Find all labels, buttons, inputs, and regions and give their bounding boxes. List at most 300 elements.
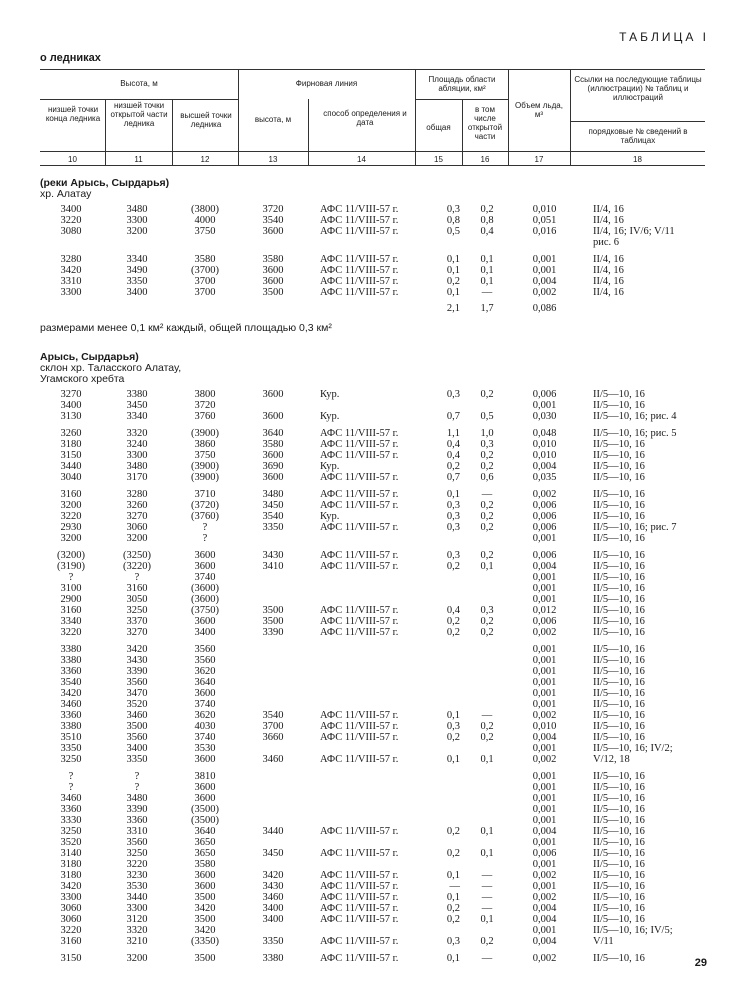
cell-col-13: 3600 (262, 450, 284, 461)
table-row (40, 389, 705, 400)
cell-col-10: 3260 (60, 428, 82, 439)
cell-col-14: АФС 11/VIII-57 г. (320, 721, 399, 732)
cell-col-10: ? (68, 771, 74, 782)
cell-col-18: II/5—10, 16 (593, 953, 645, 964)
cell-col-17: 0,004 (532, 826, 557, 837)
cell-col-12: (3900) (191, 472, 219, 483)
cell-col-16: — (481, 892, 493, 903)
table-row (40, 837, 705, 848)
table-row (40, 644, 705, 655)
cell-col-16: 0,8 (480, 215, 494, 226)
cell-col-16: 0,5 (480, 411, 494, 422)
section-1-total (40, 303, 705, 314)
cell-col-13: 3350 (262, 522, 284, 533)
cell-col-12: ? (202, 522, 208, 533)
cell-col-17: 0,001 (532, 265, 557, 276)
cell-col-12: 3740 (194, 699, 216, 710)
table-label: ТАБЛИЦА I (619, 30, 709, 44)
cell-col-16: 0,2 (480, 204, 494, 215)
cell-col-14: АФС 11/VIII-57 г. (320, 953, 399, 964)
cell-col-18: II/5—10, 16; рис. 5 (593, 428, 677, 439)
cell-col-14: АФС 11/VIII-57 г. (320, 848, 399, 859)
cell-col-15: 0,3 (446, 522, 460, 533)
cell-col-10: 2900 (60, 594, 82, 605)
cell-col-17: 0,001 (532, 666, 557, 677)
table-row (40, 605, 705, 616)
cell-col-15: 0,3 (446, 389, 460, 400)
cell-col-14: АФС 11/VIII-57 г. (320, 732, 399, 743)
cell-col-11: 3300 (126, 903, 148, 914)
table-row (40, 489, 705, 500)
cell-col-10: 3310 (60, 276, 82, 287)
cell-col-10: 3420 (60, 881, 82, 892)
cell-col-10: 3100 (60, 583, 82, 594)
cell-col-12: 4030 (194, 721, 216, 732)
cell-col-18: II/5—10, 16 (593, 400, 645, 411)
cell-col-15: 0,1 (446, 489, 460, 500)
cell-col-17: 0,030 (532, 411, 557, 422)
cell-col-17: 0,048 (532, 428, 557, 439)
cell-col-13: 3700 (262, 721, 284, 732)
table-row (40, 732, 705, 743)
cell-col-10: 3540 (60, 677, 82, 688)
table-row (40, 550, 705, 561)
cell-col-12: 3750 (194, 226, 216, 237)
cell-col-11: 3350 (126, 276, 148, 287)
cell-col-16: 0,1 (480, 754, 494, 765)
cell-col-18: II/4, 16 (593, 254, 624, 265)
cell-col-12: 3600 (194, 561, 216, 572)
table-row (40, 472, 705, 483)
cell-col-11: 3240 (126, 439, 148, 450)
cell-col-13: 3460 (262, 754, 284, 765)
cell-col-15: 0,1 (446, 754, 460, 765)
cell-col-12: 3740 (194, 732, 216, 743)
cell-col-12: 3800 (194, 389, 216, 400)
cell-col-12: 3600 (194, 881, 216, 892)
cell-col-16: 1,7 (480, 303, 494, 314)
cell-col-12: 3580 (194, 859, 216, 870)
cell-col-15: 0,5 (446, 226, 460, 237)
cell-col-10: 3420 (60, 688, 82, 699)
col-num-17: 17 (534, 155, 544, 164)
cell-col-13: 3500 (262, 605, 284, 616)
header-firn-method: способ определения и дата (323, 109, 407, 127)
cell-col-11: 3560 (126, 677, 148, 688)
cell-col-11: 3430 (126, 655, 148, 666)
cell-col-11: 3480 (126, 461, 148, 472)
cell-col-10: 3140 (60, 848, 82, 859)
cell-col-11: 3280 (126, 489, 148, 500)
table-row (40, 461, 705, 472)
header-ice-volume: Объем льда, м³ (515, 101, 563, 119)
cell-col-18: II/5—10, 16 (593, 572, 645, 583)
cell-col-11: 3200 (126, 953, 148, 964)
cell-col-13: 3390 (262, 627, 284, 638)
cell-col-12: 3750 (194, 450, 216, 461)
cell-col-16: 0,3 (480, 439, 494, 450)
cell-col-15: 0,7 (446, 472, 460, 483)
cell-col-16: 0,2 (480, 511, 494, 522)
cell-col-12: 3600 (194, 782, 216, 793)
cell-col-15: 0,4 (446, 439, 460, 450)
cell-col-17: 0,006 (532, 616, 557, 627)
cell-col-10: 3200 (60, 500, 82, 511)
cell-col-10: 3360 (60, 710, 82, 721)
cell-col-17: 0,001 (532, 400, 557, 411)
cell-col-10: ? (68, 782, 74, 793)
cell-col-13: 3720 (262, 204, 284, 215)
cell-col-17: 0,006 (532, 550, 557, 561)
cell-col-12: 3650 (194, 848, 216, 859)
cell-col-11: 3320 (126, 428, 148, 439)
cell-col-18: II/5—10, 16 (593, 550, 645, 561)
cell-col-17: 0,004 (532, 936, 557, 947)
cell-col-10: 3200 (60, 533, 82, 544)
cell-col-15: 0,2 (446, 616, 460, 627)
cell-col-10: ? (68, 572, 74, 583)
cell-col-18: II/5—10, 16 (593, 848, 645, 859)
cell-col-12: 3600 (194, 550, 216, 561)
cell-col-11: 3340 (126, 411, 148, 422)
section-1-title: (реки Арысь, Сырдарья) (40, 177, 170, 189)
cell-col-11: 3480 (126, 793, 148, 804)
cell-col-10: 3380 (60, 655, 82, 666)
cell-col-12: 3700 (194, 276, 216, 287)
cell-col-18: II/4, 16 (593, 276, 624, 287)
cell-col-14: АФС 11/VIII-57 г. (320, 287, 399, 298)
cell-col-10: 3080 (60, 226, 82, 237)
col-num-13: 13 (268, 155, 278, 164)
cell-col-12: (3600) (191, 583, 219, 594)
col-num-18: 18 (633, 155, 642, 164)
cell-col-13: 3600 (262, 411, 284, 422)
cell-col-11: 3210 (126, 936, 148, 947)
cell-col-12: (3720) (191, 500, 219, 511)
cell-col-11: 3160 (126, 583, 148, 594)
cell-col-11: 3420 (126, 644, 148, 655)
cell-col-11: ? (134, 771, 140, 782)
cell-col-17: 0,004 (532, 914, 557, 925)
cell-col-10: 3380 (60, 644, 82, 655)
section-2 (40, 352, 705, 964)
cell-col-16: 0,6 (480, 472, 494, 483)
cell-col-17: 0,001 (532, 533, 557, 544)
cell-col-10: (3200) (57, 550, 85, 561)
cell-col-12: (3700) (191, 265, 219, 276)
cell-col-18: II/5—10, 16; рис. 4 (593, 411, 677, 422)
cell-col-12: 3400 (194, 627, 216, 638)
cell-col-17: 0,004 (532, 732, 557, 743)
cell-col-12: 3640 (194, 677, 216, 688)
cell-col-13: 3690 (262, 461, 284, 472)
cell-col-12: 3620 (194, 666, 216, 677)
cell-col-16: 0,1 (480, 848, 494, 859)
cell-col-10: 3350 (60, 743, 82, 754)
col-num-16: 16 (480, 155, 490, 164)
cell-col-15: 0,3 (446, 511, 460, 522)
table-row (40, 754, 705, 765)
section-heading: о ледниках (40, 52, 101, 64)
cell-col-14: АФС 11/VIII-57 г. (320, 204, 399, 215)
header-firn-height: высота, м (254, 115, 292, 124)
cell-col-16: 0,2 (480, 616, 494, 627)
cell-col-10: 3130 (60, 411, 82, 422)
cell-col-18: II/5—10, 16 (593, 804, 645, 815)
cell-col-14: АФС 11/VIII-57 г. (320, 561, 399, 572)
cell-col-14: АФС 11/VIII-57 г. (320, 892, 399, 903)
cell-col-11: 3120 (126, 914, 148, 925)
cell-col-11: 3530 (126, 881, 148, 892)
cell-col-18: II/5—10, 16 (593, 782, 645, 793)
cell-col-12: 3640 (194, 826, 216, 837)
cell-col-10: 3150 (60, 450, 82, 461)
cell-col-14: АФС 11/VIII-57 г. (320, 605, 399, 616)
section-2-title: Арысь, Сырдарья) (40, 351, 139, 363)
cell-col-18: II/5—10, 16 (593, 511, 645, 522)
cell-col-10: 3330 (60, 815, 82, 826)
cell-col-18: II/5—10, 16 (593, 826, 645, 837)
header-area-open: в том числе открытой части (467, 105, 503, 141)
cell-col-14: Кур. (320, 461, 340, 472)
cell-col-12: ? (202, 533, 208, 544)
cell-col-14: АФС 11/VIII-57 г. (320, 428, 399, 439)
col-num-14: 14 (357, 155, 366, 164)
header-lowest-point: низшей точки конца ледника (45, 105, 101, 123)
cell-col-13: 3480 (262, 489, 284, 500)
table-row (40, 400, 705, 411)
cell-col-10: 3220 (60, 627, 82, 638)
cell-col-15: 0,2 (446, 561, 460, 572)
table-row (40, 848, 705, 859)
cell-col-11: 3480 (126, 204, 148, 215)
cell-col-11: 3450 (126, 400, 148, 411)
row-group (40, 254, 705, 298)
cell-col-18: II/5—10, 16 (593, 561, 645, 572)
section-1-rows (40, 204, 705, 298)
table-row (40, 771, 705, 782)
cell-col-14: АФС 11/VIII-57 г. (320, 522, 399, 533)
cell-col-15: 0,4 (446, 450, 460, 461)
cell-col-15: 0,2 (446, 627, 460, 638)
cell-col-16: 0,2 (480, 627, 494, 638)
cell-col-12: 3810 (194, 771, 216, 782)
cell-col-18: II/5—10, 16 (593, 594, 645, 605)
cell-col-11: 3390 (126, 804, 148, 815)
cell-col-15: 0,4 (446, 605, 460, 616)
cell-col-15: 0,1 (446, 287, 460, 298)
table-row (40, 710, 705, 721)
cell-col-17: 0,001 (532, 881, 557, 892)
cell-col-11: ? (134, 572, 140, 583)
cell-col-15: 0,3 (446, 500, 460, 511)
cell-col-17: 0,002 (532, 953, 557, 964)
cell-col-12: 3600 (194, 616, 216, 627)
cell-col-12: (3900) (191, 461, 219, 472)
cell-col-13: 3600 (262, 472, 284, 483)
cell-col-13: 3580 (262, 254, 284, 265)
cell-col-18: II/5—10, 16 (593, 914, 645, 925)
cell-col-15: 0,2 (446, 276, 460, 287)
cell-col-18: II/5—10, 16 (593, 655, 645, 666)
cell-col-18: II/5—10, 16 (593, 710, 645, 721)
cell-col-13: 3450 (262, 500, 284, 511)
cell-col-17: 0,001 (532, 594, 557, 605)
cell-col-11: 3270 (126, 627, 148, 638)
cell-col-13: 3600 (262, 265, 284, 276)
cell-col-17: 0,004 (532, 561, 557, 572)
col-num-12: 12 (200, 155, 210, 164)
cell-col-18: II/5—10, 16 (593, 666, 645, 677)
cell-col-11: 3390 (126, 666, 148, 677)
cell-col-17: 0,001 (532, 688, 557, 699)
cell-col-15: 0,2 (446, 903, 460, 914)
cell-col-17: 0,010 (532, 721, 557, 732)
cell-col-10: 3420 (60, 265, 82, 276)
cell-col-17: 0,006 (532, 848, 557, 859)
cell-col-10: 3460 (60, 793, 82, 804)
cell-col-12: 4000 (194, 215, 216, 226)
cell-col-17: 0,001 (532, 837, 557, 848)
table-row (40, 804, 705, 815)
cell-col-14: АФС 11/VIII-57 г. (320, 914, 399, 925)
cell-col-13: 3380 (262, 953, 284, 964)
table-row (40, 204, 705, 215)
cell-col-16: 0,2 (480, 522, 494, 533)
cell-col-10: 3340 (60, 616, 82, 627)
cell-col-15: 1,1 (446, 428, 460, 439)
cell-col-14: Кур. (320, 411, 340, 422)
cell-col-10: 3440 (60, 461, 82, 472)
cell-col-15: 2,1 (446, 303, 460, 314)
cell-col-18: II/5—10, 16 (593, 881, 645, 892)
section-1-note: размерами менее 0,1 км² каждый, общей площадью 0,3 км² (40, 322, 332, 334)
cell-col-17: 0,001 (532, 782, 557, 793)
table-row (40, 511, 705, 522)
cell-col-10: 3060 (60, 914, 82, 925)
cell-col-16: — (481, 710, 493, 721)
cell-col-18: II/5—10, 16 (593, 450, 645, 461)
cell-col-11: 3360 (126, 815, 148, 826)
cell-col-12: 3580 (194, 254, 216, 265)
cell-col-17: 0,001 (532, 804, 557, 815)
cell-col-17: 0,001 (532, 583, 557, 594)
cell-col-18: II/5—10, 16 (593, 870, 645, 881)
cell-col-14: АФС 11/VIII-57 г. (320, 826, 399, 837)
cell-col-10: (3190) (57, 561, 85, 572)
cell-col-10: 3220 (60, 215, 82, 226)
cell-col-17: 0,035 (532, 472, 557, 483)
cell-col-16: 0,2 (480, 389, 494, 400)
table-row (40, 743, 705, 754)
cell-col-14: Кур. (320, 389, 340, 400)
cell-col-11: 3370 (126, 616, 148, 627)
cell-col-12: (3900) (191, 428, 219, 439)
cell-col-15: 0,1 (446, 710, 460, 721)
cell-col-15: 0,8 (446, 215, 460, 226)
header-references: Ссылки на последующие таблицы (иллюстрации) № таблиц и иллюстраций (574, 75, 702, 102)
table-row (40, 616, 705, 627)
table-row (40, 583, 705, 594)
cell-col-16: 0,1 (480, 914, 494, 925)
cell-col-14: АФС 11/VIII-57 г. (320, 439, 399, 450)
cell-col-11: 3300 (126, 450, 148, 461)
cell-col-11: 3440 (126, 892, 148, 903)
cell-col-13: 3500 (262, 616, 284, 627)
cell-col-17: 0,010 (532, 450, 557, 461)
cell-col-13: 3410 (262, 561, 284, 572)
cell-col-18: II/5—10, 16 (593, 793, 645, 804)
cell-col-10: 3380 (60, 721, 82, 732)
table-row (40, 903, 705, 914)
table-row (40, 276, 705, 287)
cell-col-18: II/5—10, 16 (593, 583, 645, 594)
cell-col-16: 1,0 (480, 428, 494, 439)
cell-col-10: 3360 (60, 666, 82, 677)
cell-col-12: (3350) (191, 936, 219, 947)
cell-col-18: V/11 (593, 936, 614, 947)
section-2-subtitle-2: Угамского хребта (40, 373, 125, 385)
cell-col-12: (3800) (191, 204, 219, 215)
cell-col-16: — (481, 881, 493, 892)
header-ablation-area: Площадь области абляции, км² (428, 75, 496, 93)
cell-col-10: 3250 (60, 826, 82, 837)
cell-col-15: — (449, 881, 460, 892)
cell-col-16: 0,3 (480, 605, 494, 616)
cell-col-14: АФС 11/VIII-57 г. (320, 903, 399, 914)
cell-col-14: АФС 11/VIII-57 г. (320, 472, 399, 483)
header-firn-line: Фирновая линия (295, 79, 358, 88)
cell-col-14: АФС 11/VIII-57 г. (320, 276, 399, 287)
cell-col-13: 3540 (262, 710, 284, 721)
cell-col-11: 3300 (126, 215, 148, 226)
cell-col-14: АФС 11/VIII-57 г. (320, 710, 399, 721)
cell-col-10: 3300 (60, 287, 82, 298)
cell-col-13: 3660 (262, 732, 284, 743)
cell-col-10: 2930 (60, 522, 82, 533)
cell-col-18: II/5—10, 16 (593, 616, 645, 627)
cell-col-13: 3350 (262, 936, 284, 947)
cell-col-14: АФС 11/VIII-57 г. (320, 254, 399, 265)
cell-col-14: АФС 11/VIII-57 г. (320, 489, 399, 500)
cell-col-17: 0,004 (532, 903, 557, 914)
cell-col-11: 3400 (126, 287, 148, 298)
cell-col-11: 3050 (126, 594, 148, 605)
section-2-rows (40, 389, 705, 964)
cell-col-16: — (481, 903, 493, 914)
cell-col-17: 0,001 (532, 771, 557, 782)
cell-col-18: II/5—10, 16 (593, 859, 645, 870)
cell-col-11: 3340 (126, 254, 148, 265)
cell-col-17: 0,002 (532, 489, 557, 500)
cell-col-11: 3310 (126, 826, 148, 837)
cell-col-12: 3860 (194, 439, 216, 450)
col-num-10: 10 (68, 155, 77, 164)
table-row (40, 870, 705, 881)
table-row (40, 287, 705, 298)
cell-col-13: 3460 (262, 892, 284, 903)
table-row (40, 655, 705, 666)
cell-col-17: 0,002 (532, 710, 557, 721)
cell-col-10: 3270 (60, 389, 82, 400)
cell-col-18: II/4, 16 (593, 215, 624, 226)
table-row (40, 561, 705, 572)
cell-col-16: — (481, 953, 493, 964)
cell-col-18: II/5—10, 16 (593, 903, 645, 914)
cell-col-17: 0,010 (532, 439, 557, 450)
table-row (40, 500, 705, 511)
cell-col-17: 0,002 (532, 627, 557, 638)
